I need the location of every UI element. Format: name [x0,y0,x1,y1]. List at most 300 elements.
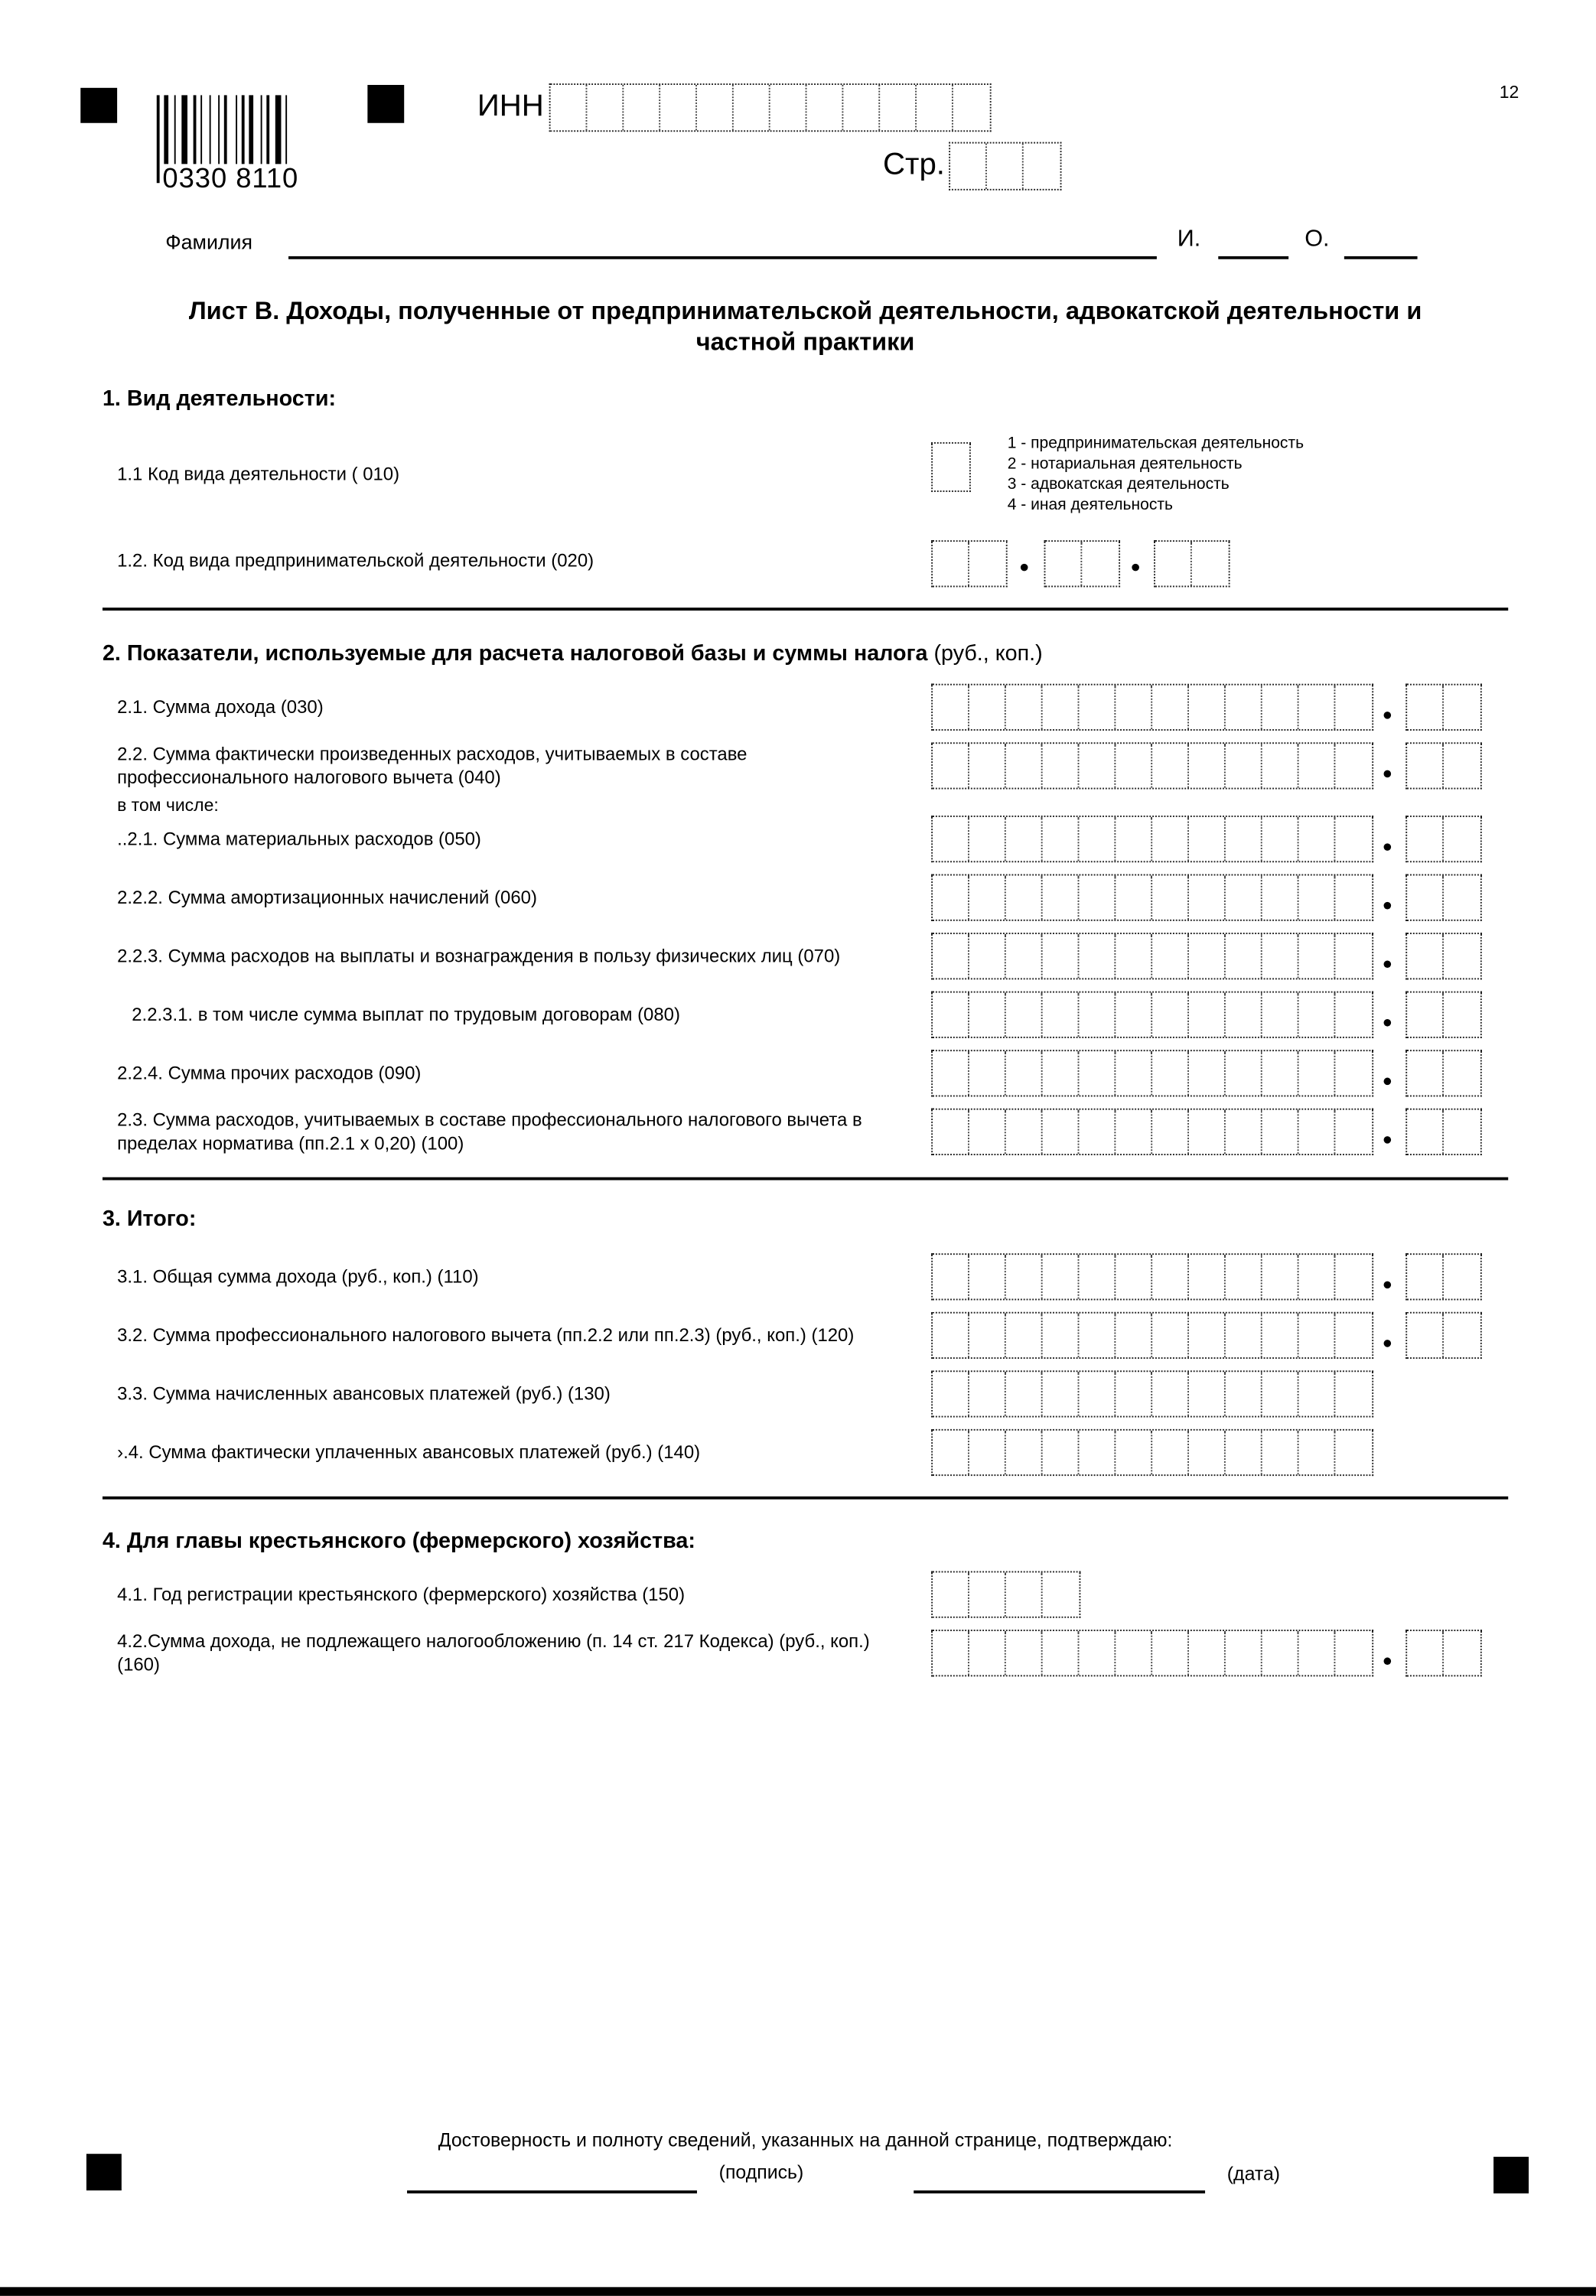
digit-cell[interactable] [587,85,624,130]
digit-cell[interactable] [933,744,969,787]
digit-cell[interactable] [1262,934,1299,978]
row-160-label: (160) [117,1654,160,1676]
digit-cell[interactable] [1045,542,1082,585]
digit-cell[interactable] [1079,1431,1116,1474]
inn-input[interactable] [549,83,992,132]
digit-cell[interactable] [933,1255,969,1298]
digit-cell[interactable] [969,1051,1006,1095]
digit-cell[interactable] [1006,1110,1043,1154]
digit-cell[interactable] [1444,934,1480,978]
digit-cell[interactable] [1262,1372,1299,1415]
option: 3 - адвокатская деятельность [1007,475,1230,493]
digit-cell[interactable] [1407,817,1444,861]
digit-cell[interactable] [1116,1631,1152,1675]
digit-cell[interactable] [1444,993,1480,1037]
digit-cell[interactable] [1226,1051,1262,1095]
decimal-dot [1384,1657,1392,1665]
digit-cell[interactable] [1152,1110,1189,1154]
digit-cell[interactable] [1335,686,1372,729]
digit-cell[interactable] [1262,1314,1299,1357]
row-050-label: ..2.1. Сумма материальных расходов (050) [117,829,481,850]
digit-cell[interactable] [1189,1631,1226,1675]
digit-cell[interactable] [1335,934,1372,978]
row-150-label: 4.1. Год регистрации крестьянского (фермерского) хозяйства (150) [117,1584,686,1605]
digit-cell[interactable] [1152,993,1189,1037]
digit-cell[interactable] [969,1110,1006,1154]
digit-cell[interactable] [1079,1110,1116,1154]
digit-cell[interactable] [933,817,969,861]
row-140-label: ›.4. Сумма фактически уплаченных авансовых платежей (руб.) (140) [117,1442,701,1463]
digit-cell[interactable] [1043,1110,1080,1154]
row-160-label: 4.2.Сумма дохода, не подлежащего налогообложению (п. 14 ст. 217 Кодекса) (руб., коп.) [117,1630,870,1652]
okved-code-part3[interactable] [1154,540,1230,587]
row-120-label: 3.2. Сумма профессионального налогового вычета (пп.2.2 или пп.2.3) (руб., коп.) (120) [117,1324,855,1346]
digit-cell[interactable] [1079,1255,1116,1298]
digit-cell[interactable] [1079,934,1116,978]
digit-cell[interactable] [933,686,969,729]
row-100-label: 2.3. Сумма расходов, учитываемых в составе профессионального налогового вычета в [117,1109,862,1131]
section2-heading [103,641,1043,666]
digit-cell[interactable] [969,542,1006,585]
digit-cell[interactable] [1444,1110,1480,1154]
digit-cell[interactable] [1116,686,1152,729]
bottom-edge [0,2287,1596,2295]
digit-cell[interactable] [1189,993,1226,1037]
digit-cell[interactable] [1116,744,1152,787]
digit-cell[interactable] [1262,744,1299,787]
digit-cell[interactable] [1152,1255,1189,1298]
activity-code-input[interactable] [931,442,971,492]
digit-cell[interactable] [969,744,1006,787]
section1-heading: 1. Вид деятельности: [102,386,337,412]
digit-cell[interactable] [770,85,807,130]
digit-cell[interactable] [1407,993,1444,1037]
digit-cell[interactable] [1299,1110,1336,1154]
decimal-dot [1384,1019,1392,1027]
field-130-rubles-input[interactable] [931,1370,1373,1417]
digit-cell[interactable] [969,1314,1006,1357]
digit-cell[interactable] [933,1431,969,1474]
digit-cell[interactable] [1444,1314,1480,1357]
digit-cell[interactable] [1006,686,1043,729]
digit-cell[interactable] [1006,934,1043,978]
digit-cell[interactable] [933,444,969,490]
digit-cell[interactable] [880,85,917,130]
divider [103,1177,1508,1180]
digit-cell[interactable] [1189,686,1226,729]
digit-cell[interactable] [1189,934,1226,978]
digit-cell[interactable] [1299,1372,1336,1415]
row-020-label: 1.2. Код вида предпринимательской деятельности (020) [117,550,594,572]
digit-cell[interactable] [1407,1631,1444,1675]
digit-cell[interactable] [1299,1314,1336,1357]
digit-cell[interactable] [1189,744,1226,787]
row-060-label: 2.2.2. Сумма амортизационных начислений (060) [117,887,537,908]
digit-cell[interactable] [1226,1431,1262,1474]
digit-cell[interactable] [1444,1051,1480,1095]
digit-cell[interactable] [1043,1255,1080,1298]
field-120-kopecks-input[interactable] [1405,1312,1482,1359]
digit-cell[interactable] [1226,993,1262,1037]
okved-code-part2[interactable] [1044,540,1121,587]
digit-cell[interactable] [1189,1314,1226,1357]
field-030-rubles-input[interactable] [931,684,1373,731]
digit-cell[interactable] [1299,1431,1336,1474]
digit-cell[interactable] [933,1110,969,1154]
field-120-rubles-input[interactable] [931,1312,1373,1359]
digit-cell[interactable] [1006,817,1043,861]
field-110-rubles-input[interactable] [931,1253,1373,1300]
digit-cell[interactable] [1262,993,1299,1037]
digit-cell[interactable] [1152,1431,1189,1474]
digit-cell[interactable] [969,817,1006,861]
digit-cell[interactable] [1116,817,1152,861]
digit-cell[interactable] [1335,1051,1372,1095]
digit-cell[interactable] [1006,744,1043,787]
initial-o-label: О. [1304,226,1330,252]
digit-cell[interactable] [1335,1372,1372,1415]
sheet-title: Лист В. Доходы, полученные от предпринимательской деятельности, адвокатской деятельности и [188,297,1422,325]
digit-cell[interactable] [1299,875,1336,919]
field-150-input[interactable] [931,1571,1080,1618]
digit-cell[interactable] [1043,1051,1080,1095]
digit-cell[interactable] [969,686,1006,729]
field-070-rubles-input[interactable] [931,933,1373,979]
okved-code-part1[interactable] [931,540,1008,587]
row-080-label: 2.2.3.1. в том числе сумма выплат по трудовым договорам (080) [132,1004,680,1025]
digit-cell[interactable] [1226,1110,1262,1154]
field-060-kopecks-input[interactable] [1405,874,1482,921]
digit-cell[interactable] [953,85,990,130]
including-label: в том числе: [117,795,219,816]
digit-cell[interactable] [1079,744,1116,787]
digit-cell[interactable] [933,1572,969,1616]
digit-cell[interactable] [1043,817,1080,861]
row-090-label: 2.2.4. Сумма прочих расходов (090) [117,1063,422,1084]
digit-cell[interactable] [1116,1314,1152,1357]
digit-cell[interactable] [1043,744,1080,787]
digit-cell[interactable] [1226,686,1262,729]
digit-cell[interactable] [1079,1051,1116,1095]
digit-cell[interactable] [1155,542,1192,585]
digit-cell[interactable] [1335,1631,1372,1675]
digit-cell[interactable] [1152,686,1189,729]
digit-cell[interactable] [1335,817,1372,861]
digit-cell[interactable] [1407,1110,1444,1154]
digit-cell[interactable] [1189,1431,1226,1474]
digit-cell[interactable] [1444,1255,1480,1298]
row-130-label: 3.3. Сумма начисленных авансовых платежей (руб.) (130) [117,1383,611,1405]
page-label: Стр. [883,148,945,182]
initial-i-input[interactable] [1218,256,1288,259]
digit-cell[interactable] [1262,1051,1299,1095]
digit-cell[interactable] [1116,993,1152,1037]
digit-cell[interactable] [660,85,697,130]
digit-cell[interactable] [1407,1255,1444,1298]
digit-cell[interactable] [1116,1255,1152,1298]
digit-cell[interactable] [969,875,1006,919]
digit-cell[interactable] [1043,1431,1080,1474]
digit-cell[interactable] [1006,1314,1043,1357]
field-040-rubles-input[interactable] [931,742,1373,789]
digit-cell[interactable] [1043,993,1080,1037]
digit-cell[interactable] [1226,817,1262,861]
section2-title: 2. Показатели, используемые для расчета налоговой базы и суммы налога [102,641,928,666]
digit-cell[interactable] [969,1572,1006,1616]
digit-cell[interactable] [1152,817,1189,861]
digit-cell[interactable] [1079,1372,1116,1415]
digit-cell[interactable] [1226,934,1262,978]
digit-cell[interactable] [1006,1631,1043,1675]
digit-cell[interactable] [1407,934,1444,978]
digit-cell[interactable] [1116,875,1152,919]
digit-cell[interactable] [1189,1255,1226,1298]
digit-cell[interactable] [950,144,987,189]
digit-cell[interactable] [1116,1372,1152,1415]
digit-cell[interactable] [969,1431,1006,1474]
field-110-kopecks-input[interactable] [1405,1253,1482,1300]
field-090-rubles-input[interactable] [931,1050,1373,1096]
digit-cell[interactable] [1262,686,1299,729]
digit-cell[interactable] [1407,744,1444,787]
digit-cell[interactable] [1116,1110,1152,1154]
row-040-label: 2.2. Сумма фактически произведенных расходов, учитываемых в составе [117,744,748,765]
digit-cell[interactable] [1006,1431,1043,1474]
digit-cell[interactable] [1335,744,1372,787]
digit-cell[interactable] [969,1372,1006,1415]
digit-cell[interactable] [1299,686,1336,729]
decimal-dot [1384,770,1392,778]
digit-cell[interactable] [1262,1110,1299,1154]
confirmation-text: Достоверность и полноту сведений, указанных на данной странице, подтверждаю: [438,2128,1173,2151]
initial-i-label: И. [1177,226,1201,252]
digit-cell[interactable] [1152,1372,1189,1415]
option: 2 - нотариальная деятельность [1007,455,1243,474]
signature-label: (подпись) [718,2161,804,2184]
digit-cell[interactable] [1079,1631,1116,1675]
decimal-dot [1384,1282,1392,1289]
field-100-rubles-input[interactable] [931,1109,1373,1155]
inn-label: ИНН [477,89,544,123]
digit-cell[interactable] [1226,875,1262,919]
decimal-dot [1384,1136,1392,1144]
row-110-label: 3.1. Общая сумма дохода (руб., коп.) (110) [117,1266,479,1288]
option: 1 - предпринимательская деятельность [1007,435,1304,453]
field-090-kopecks-input[interactable] [1405,1050,1482,1096]
divider [103,607,1508,610]
row-070-label: 2.2.3. Сумма расходов на выплаты и вознаграждения в пользу физических лиц (070) [117,946,841,967]
decimal-dot [1384,960,1392,968]
field-080-rubles-input[interactable] [931,992,1373,1038]
digit-cell[interactable] [1444,875,1480,919]
digit-cell[interactable] [1335,1431,1372,1474]
divider [103,1496,1508,1499]
digit-cell[interactable] [933,1631,969,1675]
digit-cell[interactable] [1407,875,1444,919]
digit-cell[interactable] [1299,1051,1336,1095]
digit-cell[interactable] [1043,1314,1080,1357]
digit-cell[interactable] [917,85,953,130]
digit-cell[interactable] [1116,1051,1152,1095]
decimal-dot [1384,1078,1392,1086]
digit-cell[interactable] [551,85,588,130]
digit-cell[interactable] [697,85,734,130]
row-010-label: 1.1 Код вида деятельности ( 010) [117,464,400,485]
digit-cell[interactable] [1407,1051,1444,1095]
digit-cell[interactable] [1006,1372,1043,1415]
digit-cell[interactable] [734,85,770,130]
digit-cell[interactable] [969,934,1006,978]
digit-cell[interactable] [1444,1631,1480,1675]
digit-cell[interactable] [1152,934,1189,978]
digit-cell[interactable] [933,993,969,1037]
digit-cell[interactable] [1024,144,1060,189]
digit-cell[interactable] [1189,817,1226,861]
digit-cell[interactable] [1006,875,1043,919]
digit-cell[interactable] [624,85,660,130]
digit-cell[interactable] [1335,1110,1372,1154]
digit-cell[interactable] [1079,993,1116,1037]
decimal-dot [1384,712,1392,719]
digit-cell[interactable] [1079,1314,1116,1357]
digit-cell[interactable] [933,1314,969,1357]
digit-cell[interactable] [969,1255,1006,1298]
section4-heading: 4. Для главы крестьянского (фермерского) хозяйства: [102,1529,695,1554]
digit-cell[interactable] [1226,1314,1262,1357]
digit-cell[interactable] [1152,744,1189,787]
digit-cell[interactable] [1262,875,1299,919]
digit-cell[interactable] [1189,1051,1226,1095]
digit-cell[interactable] [1226,744,1262,787]
field-070-kopecks-input[interactable] [1405,933,1482,979]
digit-cell[interactable] [1189,1372,1226,1415]
digit-cell[interactable] [1043,1631,1080,1675]
digit-cell[interactable] [1082,542,1119,585]
digit-cell[interactable] [1335,1255,1372,1298]
initial-o-input[interactable] [1344,256,1418,259]
sheet-title-line2: частной практики [695,327,915,357]
digit-cell[interactable] [933,542,969,585]
digit-cell[interactable] [1079,686,1116,729]
field-160-rubles-input[interactable] [931,1630,1373,1676]
field-140-rubles-input[interactable] [931,1429,1373,1476]
digit-cell[interactable] [1262,1631,1299,1675]
field-030-kopecks-input[interactable] [1405,684,1482,731]
signature-input[interactable] [407,2190,697,2193]
digit-cell[interactable] [1006,1051,1043,1095]
digit-cell[interactable] [933,934,969,978]
digit-cell[interactable] [1335,1314,1372,1357]
digit-cell[interactable] [969,993,1006,1037]
digit-cell[interactable] [1444,744,1480,787]
digit-cell[interactable] [933,875,969,919]
digit-cell[interactable] [1335,993,1372,1037]
digit-cell[interactable] [933,1051,969,1095]
date-label: (дата) [1226,2162,1281,2185]
digit-cell[interactable] [933,1372,969,1415]
digit-cell[interactable] [1043,1372,1080,1415]
corner-marker [1493,2157,1529,2193]
corner-marker [367,85,404,123]
digit-cell[interactable] [1299,744,1336,787]
digit-cell[interactable] [1152,1631,1189,1675]
digit-cell[interactable] [1116,934,1152,978]
row-040-label: профессионального налогового вычета (040) [117,767,501,788]
digit-cell[interactable] [1226,1255,1262,1298]
digit-cell[interactable] [1299,934,1336,978]
digit-cell[interactable] [1189,875,1226,919]
digit-cell[interactable] [1079,817,1116,861]
digit-cell[interactable] [1006,1572,1043,1616]
digit-cell[interactable] [1226,1631,1262,1675]
digit-cell[interactable] [1079,875,1116,919]
digit-cell[interactable] [1299,1631,1336,1675]
digit-cell[interactable] [1335,875,1372,919]
digit-cell[interactable] [1043,686,1080,729]
digit-cell[interactable] [1116,1431,1152,1474]
digit-cell[interactable] [1152,875,1189,919]
field-080-kopecks-input[interactable] [1405,992,1482,1038]
option: 4 - иная деятельность [1007,496,1173,514]
digit-cell[interactable] [1152,1051,1189,1095]
page-number-input[interactable] [949,142,1061,191]
digit-cell[interactable] [1444,686,1480,729]
digit-cell[interactable] [1006,993,1043,1037]
corner-marker [86,2154,122,2190]
digit-cell[interactable] [1006,1255,1043,1298]
digit-cell[interactable] [1043,934,1080,978]
field-060-rubles-input[interactable] [931,874,1373,921]
barcode-bar [157,95,160,183]
separator-dot [1021,564,1028,572]
section2-units: (руб., коп.) [927,641,1043,666]
digit-cell[interactable] [1262,1431,1299,1474]
digit-cell[interactable] [1192,542,1229,585]
field-100-kopecks-input[interactable] [1405,1109,1482,1155]
digit-cell[interactable] [1043,875,1080,919]
page-number: 12 [1499,82,1519,103]
digit-cell[interactable] [843,85,880,130]
surname-label: Фамилия [165,230,253,254]
row-100-label: пределах норматива (пп.2.1 х 0,20) (100) [117,1133,464,1155]
digit-cell[interactable] [1407,686,1444,729]
digit-cell[interactable] [1444,817,1480,861]
separator-dot [1132,564,1139,572]
digit-cell[interactable] [969,1631,1006,1675]
surname-input[interactable] [288,256,1157,259]
field-040-kopecks-input[interactable] [1405,742,1482,789]
digit-cell[interactable] [1226,1372,1262,1415]
field-050-kopecks-input[interactable] [1405,816,1482,862]
barcode-number: 0330 8110 [162,164,299,195]
activity-code-options [1008,433,1304,515]
decimal-dot [1384,843,1392,851]
digit-cell[interactable] [807,85,844,130]
field-050-rubles-input[interactable] [931,816,1373,862]
digit-cell[interactable] [1043,1572,1080,1616]
digit-cell[interactable] [1262,1255,1299,1298]
digit-cell[interactable] [987,144,1024,189]
field-160-kopecks-input[interactable] [1405,1630,1482,1676]
digit-cell[interactable] [1299,1255,1336,1298]
digit-cell[interactable] [1407,1314,1444,1357]
digit-cell[interactable] [1299,817,1336,861]
digit-cell[interactable] [1189,1110,1226,1154]
digit-cell[interactable] [1262,817,1299,861]
date-input[interactable] [914,2190,1205,2193]
digit-cell[interactable] [1152,1314,1189,1357]
digit-cell[interactable] [1299,993,1336,1037]
